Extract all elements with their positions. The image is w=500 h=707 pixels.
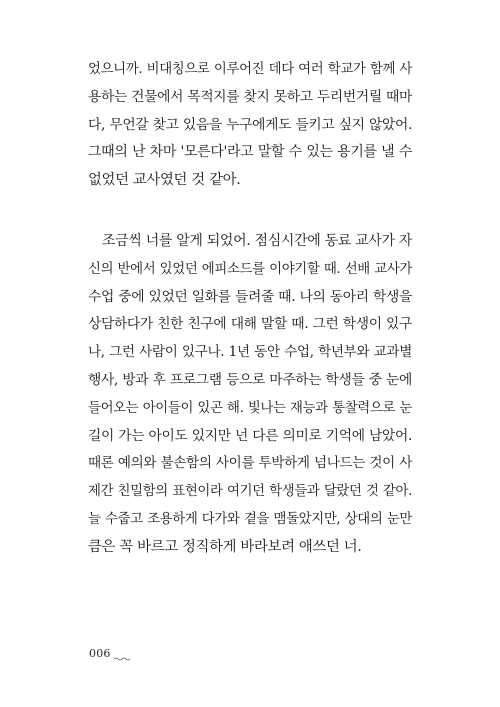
page-number-text: 006	[89, 647, 111, 660]
text-line: 큼은 꼭 바르고 정직하게 바라보려 애쓰던 너.	[88, 538, 362, 555]
text-line: 다, 무언갈 찾고 있음을 누구에게도 들키고 싶지 않았어.	[88, 116, 412, 133]
wave-ornament-icon	[114, 651, 130, 655]
text-line: 제간 친밀함의 표현이라 여기던 학생들과 달랐던 것 같아.	[88, 484, 412, 500]
text-line: 때론 예의와 불손함의 사이를 투박하게 넘나드는 것이 사	[88, 455, 412, 472]
text-line: 었으니까. 비대칭으로 이루어진 데다 여러 학교가 함께 사	[88, 62, 412, 77]
text-line: 수업 중에 있었던 일화를 들려줄 때. 나의 동아리 학생을	[88, 288, 412, 305]
text-line: 행사, 방과 후 프로그램 등으로 마주하는 학생들 중 눈에	[88, 371, 412, 388]
text-line: 조금씩 너를 알게 되었어. 점심시간에 동료 교사가 자	[102, 233, 412, 249]
text-line: 상담하다가 친한 친구에 대해 말할 때. 그런 학생이 있구	[88, 316, 412, 333]
text-line: 늘 수줍고 조용하게 다가와 곁을 맴돌았지만, 상대의 눈만	[88, 511, 412, 527]
text-line: 길이 가는 아이도 있지만 넌 다른 의미로 기억에 남았어.	[88, 427, 412, 444]
paragraph-2	[88, 228, 412, 562]
text-line: 그때의 난 차마 '모른다'라고 말할 수 있는 용기를 낼 수	[88, 144, 412, 161]
page-number	[89, 647, 130, 661]
text-line: 없었던 교사였던 것 같아.	[88, 172, 241, 189]
text-line: 신의 반에서 있었던 에피소드를 이야기할 때. 선배 교사가	[88, 261, 412, 277]
text-line: 용하는 건물에서 목적지를 찾지 못하고 두리번거릴 때마	[88, 88, 412, 105]
paragraph-1	[88, 56, 412, 195]
text-line: 들어오는 아이들이 있곤 해. 빛나는 재능과 통찰력으로 눈	[88, 400, 412, 416]
text-line: 나, 그런 사람이 있구나. 1년 동안 수업, 학년부와 교과별	[88, 344, 412, 361]
